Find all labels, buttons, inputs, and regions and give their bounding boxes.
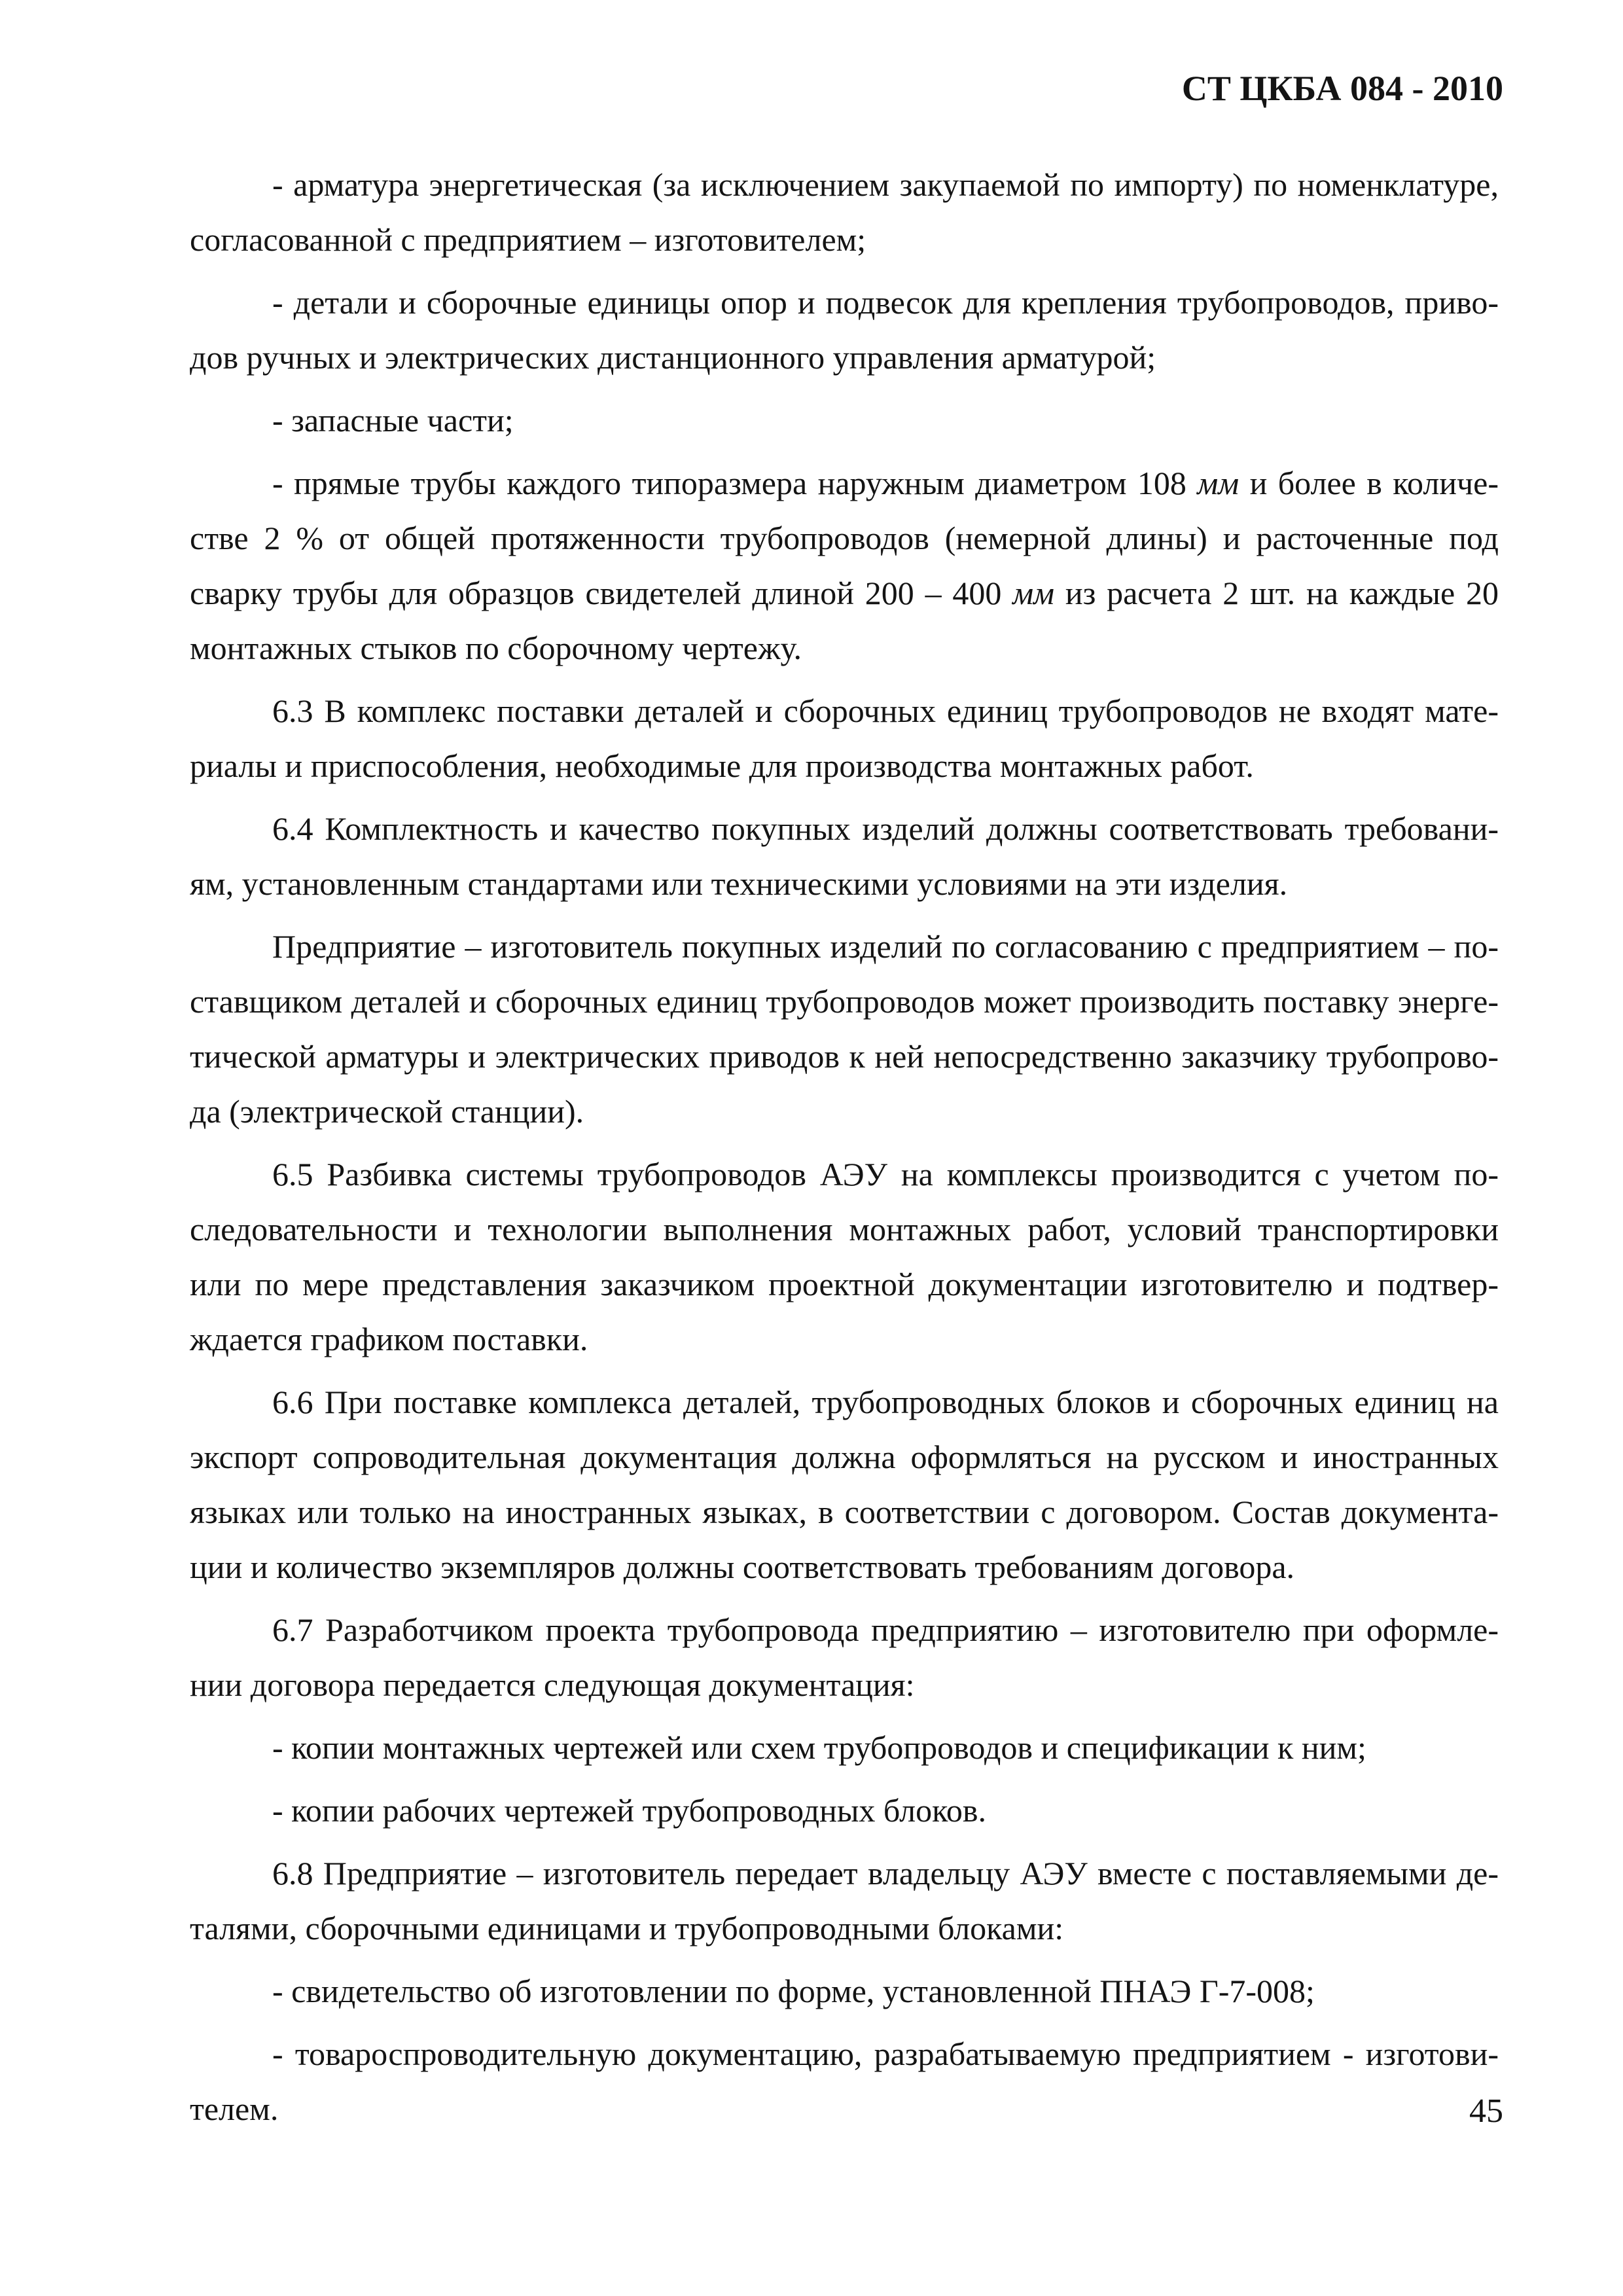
paragraph-line: экспорт сопроводительная документация должна оформляться на русском и иностранных bbox=[190, 1439, 1499, 1475]
paragraph-line: ям, установленным стандартами или техническими условиями на эти изделия. bbox=[190, 865, 1288, 902]
unit-mm: мм bbox=[1012, 575, 1055, 611]
paragraph-line: 6.3 В комплекс поставки деталей и сборочных единиц трубопроводов не входят мате- bbox=[272, 692, 1499, 729]
paragraph bbox=[190, 1720, 1499, 1775]
page-body bbox=[190, 157, 1499, 2144]
paragraph-line: - прямые трубы каждого типоразмера наружным диаметром 108 мм и более в количе- bbox=[272, 465, 1499, 501]
paragraph bbox=[190, 1846, 1499, 1956]
paragraph-line: - детали и сборочные единицы опор и подвесок для крепления трубопроводов, приво- bbox=[272, 284, 1499, 321]
paragraph-line: тической арматуры и электрических приводов к ней непосредственно заказчику трубопрово- bbox=[190, 1038, 1499, 1075]
paragraph-line: 6.7 Разработчиком проекта трубопровода предприятию – изготовителю при оформле- bbox=[272, 1611, 1499, 1648]
paragraph-line: 6.4 Комплектность и качество покупных изделий должны соответствовать требовани- bbox=[272, 810, 1499, 847]
paragraph-line: талями, сборочными единицами и трубопроводными блоками: bbox=[190, 1910, 1064, 1946]
page-number: 45 bbox=[1469, 2092, 1503, 2130]
paragraph bbox=[190, 1964, 1499, 2018]
paragraph-line: 6.5 Разбивка системы трубопроводов АЭУ на комплексы производится с учетом по- bbox=[272, 1156, 1499, 1193]
paragraph-line: риалы и приспособления, необходимые для производства монтажных работ. bbox=[190, 747, 1254, 784]
paragraph-line: монтажных стыков по сборочному чертежу. bbox=[190, 630, 802, 666]
paragraph-line: да (электрической станции). bbox=[190, 1093, 584, 1130]
paragraph-line: ждается графиком поставки. bbox=[190, 1321, 588, 1357]
paragraph bbox=[190, 1374, 1499, 1594]
paragraph-line: сварку трубы для образцов свидетелей длиной 200 – 400 мм из расчета 2 шт. на каждые 20 bbox=[190, 575, 1499, 611]
paragraph-line: - свидетельство об изготовлении по форме, установленной ПНАЭ Г-7-008; bbox=[272, 1973, 1315, 2009]
paragraph-line: 6.6 При поставке комплекса деталей, трубопроводных блоков и сборочных единиц на bbox=[272, 1384, 1499, 1420]
paragraph-line: дов ручных и электрических дистанционного управления арматурой; bbox=[190, 339, 1156, 376]
paragraph-line: согласованной с предприятием – изготовителем; bbox=[190, 221, 866, 258]
paragraph-line: - товароспроводительную документацию, разрабатываемую предприятием - изготови- bbox=[272, 2036, 1499, 2072]
paragraph-line: 6.8 Предприятие – изготовитель передает владельцу АЭУ вместе с поставляемыми де- bbox=[272, 1855, 1499, 1892]
paragraph bbox=[190, 1783, 1499, 1838]
paragraph bbox=[190, 1602, 1499, 1712]
paragraph-line: - копии монтажных чертежей или схем трубопроводов и спецификации к ним; bbox=[272, 1729, 1366, 1766]
paragraph bbox=[190, 2026, 1499, 2136]
paragraph-line: ции и количество экземпляров должны соответствовать требованиям договора. bbox=[190, 1549, 1295, 1585]
paragraph-line: нии договора передается следующая документация: bbox=[190, 1666, 915, 1703]
paragraph-line: Предприятие – изготовитель покупных изделий по согласованию с предприятием – по- bbox=[272, 928, 1499, 965]
paragraph-line: телем. bbox=[190, 2090, 279, 2127]
paragraph bbox=[190, 801, 1499, 911]
paragraph bbox=[190, 157, 1499, 267]
paragraph-line: или по мере представления заказчиком проектной документации изготовителю и подтвер- bbox=[190, 1266, 1499, 1302]
paragraph bbox=[190, 275, 1499, 385]
document-code-header: СТ ЦКБА 084 - 2010 bbox=[1181, 69, 1503, 108]
paragraph bbox=[190, 456, 1499, 675]
paragraph-line: ставщиком деталей и сборочных единиц трубопроводов может производить поставку энерге- bbox=[190, 983, 1499, 1020]
paragraph-line: - арматура энергетическая (за исключением закупаемой по импорту) по номенклатуре, bbox=[272, 166, 1499, 203]
paragraph-line: - копии рабочих чертежей трубопроводных блоков. bbox=[272, 1792, 986, 1829]
unit-mm: мм bbox=[1197, 465, 1240, 501]
paragraph bbox=[190, 683, 1499, 793]
paragraph-line: следовательности и технологии выполнения монтажных работ, условий транспортировки bbox=[190, 1211, 1499, 1247]
paragraph bbox=[190, 393, 1499, 448]
paragraph-line: языках или только на иностранных языках, в соответствии с договором. Состав документа- bbox=[190, 1494, 1499, 1530]
paragraph-line: стве 2 % от общей протяженности трубопроводов (немерной длины) и расточенные под bbox=[190, 520, 1499, 556]
paragraph bbox=[190, 919, 1499, 1139]
paragraph bbox=[190, 1147, 1499, 1367]
paragraph-line: - запасные части; bbox=[272, 402, 514, 439]
